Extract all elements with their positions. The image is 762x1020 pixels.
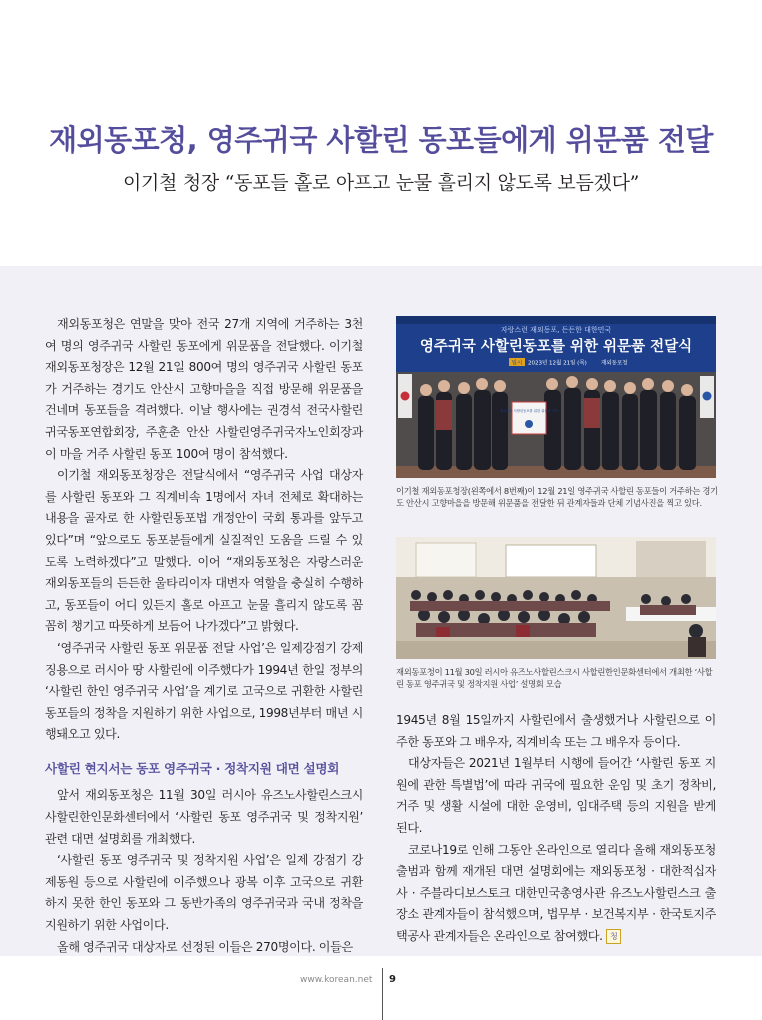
body-paragraph: 올해 영주귀국 대상자로 선정된 이들은 270명이다. 이들은 [57, 939, 353, 954]
photo-caption: 재외동포청이 11월 30일 러시아 유즈노사할린스크시 사할린한인문화센터에서 개최한 ‘사할린 동포 영주귀국 및 정착지원 사업’ 설명회 모습 [396, 667, 713, 690]
banner-title-text: 영주귀국 사할린동포를 위한 위문품 전달식 [419, 339, 693, 355]
footer-divider [382, 968, 383, 1020]
body-paragraph: ‘사할린 동포 영주귀국 및 정착지원 사업’은 일제 강점기 강제동원 등으로 사할린에 이주했으나 광복 이후 고국으로 귀환하지 못한 한인 동포와 그 동반가족의 영주귀국과 국내 정착을 지원하기 위한 사업이다. [45, 853, 363, 933]
article-header [0, 0, 762, 266]
body-paragraph: ‘영주귀국 사할린 동포 위문품 전달 사업’은 일제강점기 강제징용으로 러시아 땅 사할린에 이주했다가 1994년 한일 정부의 ‘사할린 한인 영주귀국 사업’을 계기로 고국으로 귀환한 사할린 동포들의 정착을 지원하기 위한 사업으로, 1998년부터 매년 시행돼오고 있다. [45, 640, 363, 742]
end-mark-icon: 청 [606, 929, 621, 944]
body-paragraph: 앞서 재외동포청은 11월 30일 러시아 유즈노사할린스크시 사할린한인문화센터에서 ‘사할린 동포 영주귀국 및 정착지원’ 관련 대면 설명회를 개최했다. [45, 788, 363, 846]
body-paragraph: 재외동포청은 연말을 맞아 전국 27개 지역에 거주하는 3천여 명의 영주귀국 사할린 동포에게 위문품을 전달했다. 이기철 재외동포청장은 12월 21일 800여 명의 영주귀국 사할린 동포가 거주하는 경기도 안산시 고향마을을 직접 방문해 위문품을 건네며 동포들을 격려했다. 이날 행사에는 권경석 전국사할린귀국동포연합회장, 주훈춘 안산 사할린영주귀국자노인회장과 이 마을 거주 사할린 동포 100여 명이 참석했다. [45, 317, 363, 461]
right-column [396, 710, 716, 948]
photo-caption: 이기철 재외동포청장(왼쪽에서 8번째)이 12월 21일 영주귀국 사할린 동포들이 거주하는 경기도 안산시 고향마을을 방문해 위문품을 전달한 뒤 관계자들과 단체 기념사진을 찍고 있다. [396, 486, 718, 509]
page-number: 9 [389, 974, 396, 985]
body-paragraph: 이기철 재외동포청장은 전달식에서 “영주귀국 사업 대상자를 사할린 동포와 그 직계비속 1명에서 자녀 전체로 확대하는 내용을 골자로 한 사할린동포법 개정안이 국회 통과를 앞두고 있다”며 “앞으로도 동포분들에게 실질적인 도움을 드릴 수 있도록 노력하겠다”고 말했다. 이어 “재외동포청은 자랑스러운 재외동포들의 든든한 울타리이자 대변자 역할을 충실히 수행하고, 동포들이 어디 있든지 홀로 아프고 눈물 흘리지 않도록 꼼꼼히 챙기고 따뜻하게 보듬어 나가겠다”고 밝혔다. [45, 468, 363, 634]
svg-text:재외동포청: 재외동포청 [601, 360, 628, 367]
article-title: 재외동포청, 영주귀국 사할린 동포들에게 위문품 전달 [49, 123, 713, 157]
group-photo [396, 316, 716, 478]
footer-url: www.korean.net [300, 975, 373, 985]
svg-text:2023년 12월 21일 (목): 2023년 12월 21일 (목) [528, 360, 587, 367]
body-paragraph [396, 840, 716, 948]
body-paragraph-text: 코로나19로 인해 그동안 온라인으로 열리다 올해 재외동포청 출범과 함께 재개된 대면 설명회에는 재외동포청 · 대한적십자사 · 주블라디보스토크 대한민국총영사관 유즈노사할린스크 출장소 관계자들이 참석했으며, 법무부 · 보건복지부 · 한국토지주택공사 관계자들은 온라인으로 참여했다. [396, 842, 716, 943]
body-paragraph: 1945년 8월 15일까지 사할린에서 출생했거나 사할린으로 이주한 동포와 그 배우자, 직계비속 또는 그 배우자 등이다. [396, 713, 716, 749]
section-heading: 사할린 현지서는 동포 영주귀국 · 정착지원 대면 설명회 [45, 760, 340, 776]
body-paragraph: 대상자들은 2021년 1월부터 시행에 들어간 ‘사할린 동포 지원에 관한 특별법’에 따라 귀국에 필요한 운임 및 초기 정착비, 거주 및 생활 시설에 대한 운영비, 임대주택 등의 지원을 받게 된다. [396, 756, 716, 835]
placard-text: 영주귀국 사할린동포를 위한 위문품 전달 [499, 409, 559, 413]
left-column [45, 314, 363, 958]
briefing-photo [396, 537, 716, 659]
banner-small-text: 자랑스런 재외동포, 든든한 대한민국 [500, 326, 612, 334]
svg-text:일시: 일시 [511, 360, 523, 367]
article-subtitle: 이기철 청장 “동포들 홀로 아프고 눈물 흘리지 않도록 보듬겠다” [122, 172, 640, 194]
